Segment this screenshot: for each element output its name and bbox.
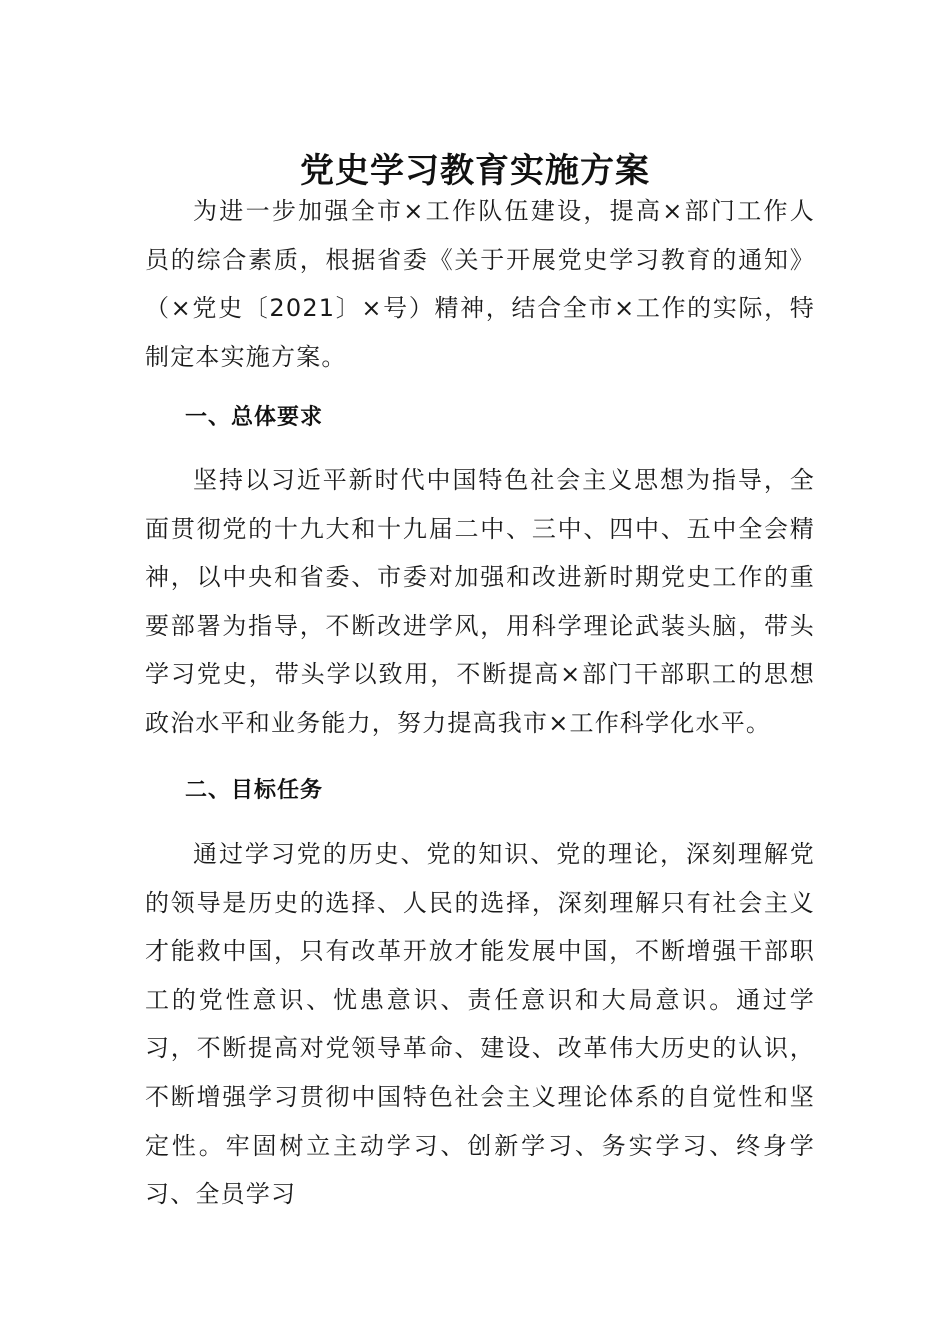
section-heading-general-requirements: 一、总体要求 — [185, 405, 324, 430]
section-paragraph-goals-tasks: 通过学习党的历史、党的知识、党的理论，深刻理解党的领导是历史的选择、人民的选择，深刻理解只有社会主义才能救中国，只有改革开放才能发展中国，不断增强干部职工的党性意识、忧患意识、责任意识和大局意识。通过学习，不断提高对党领导革命、建设、改革伟大历史的认识，不断增强学习贯彻中国特色社会主义理论体系的自觉性和坚定性。牢固树立主动学习、创新学习、务实学习、终身学习、全员学习 — [145, 840, 815, 1209]
intro-paragraph: 为进一步加强全市×工作队伍建设，提高×部门工作人员的综合素质，根据省委《关于开展党史学习教育的通知》（×党史〔2021〕×号）精神，结合全市×工作的实际，特制定本实施方案。 — [145, 197, 815, 371]
document-title: 党史学习教育实施方案 — [300, 150, 650, 191]
section-paragraph-general-requirements: 坚持以习近平新时代中国特色社会主义思想为指导，全面贯彻党的十九大和十九届二中、三中、四中、五中全会精神，以中央和省委、市委对加强和改进新时期党史工作的重要部署为指导，不断改进学风，用科学理论武装头脑，带头学习党史，带头学以致用，不断提高×部门干部职工的思想政治水平和业务能力，努力提高我市×工作科学化水平。 — [145, 466, 815, 737]
section-heading-goals-tasks: 二、目标任务 — [185, 778, 324, 803]
